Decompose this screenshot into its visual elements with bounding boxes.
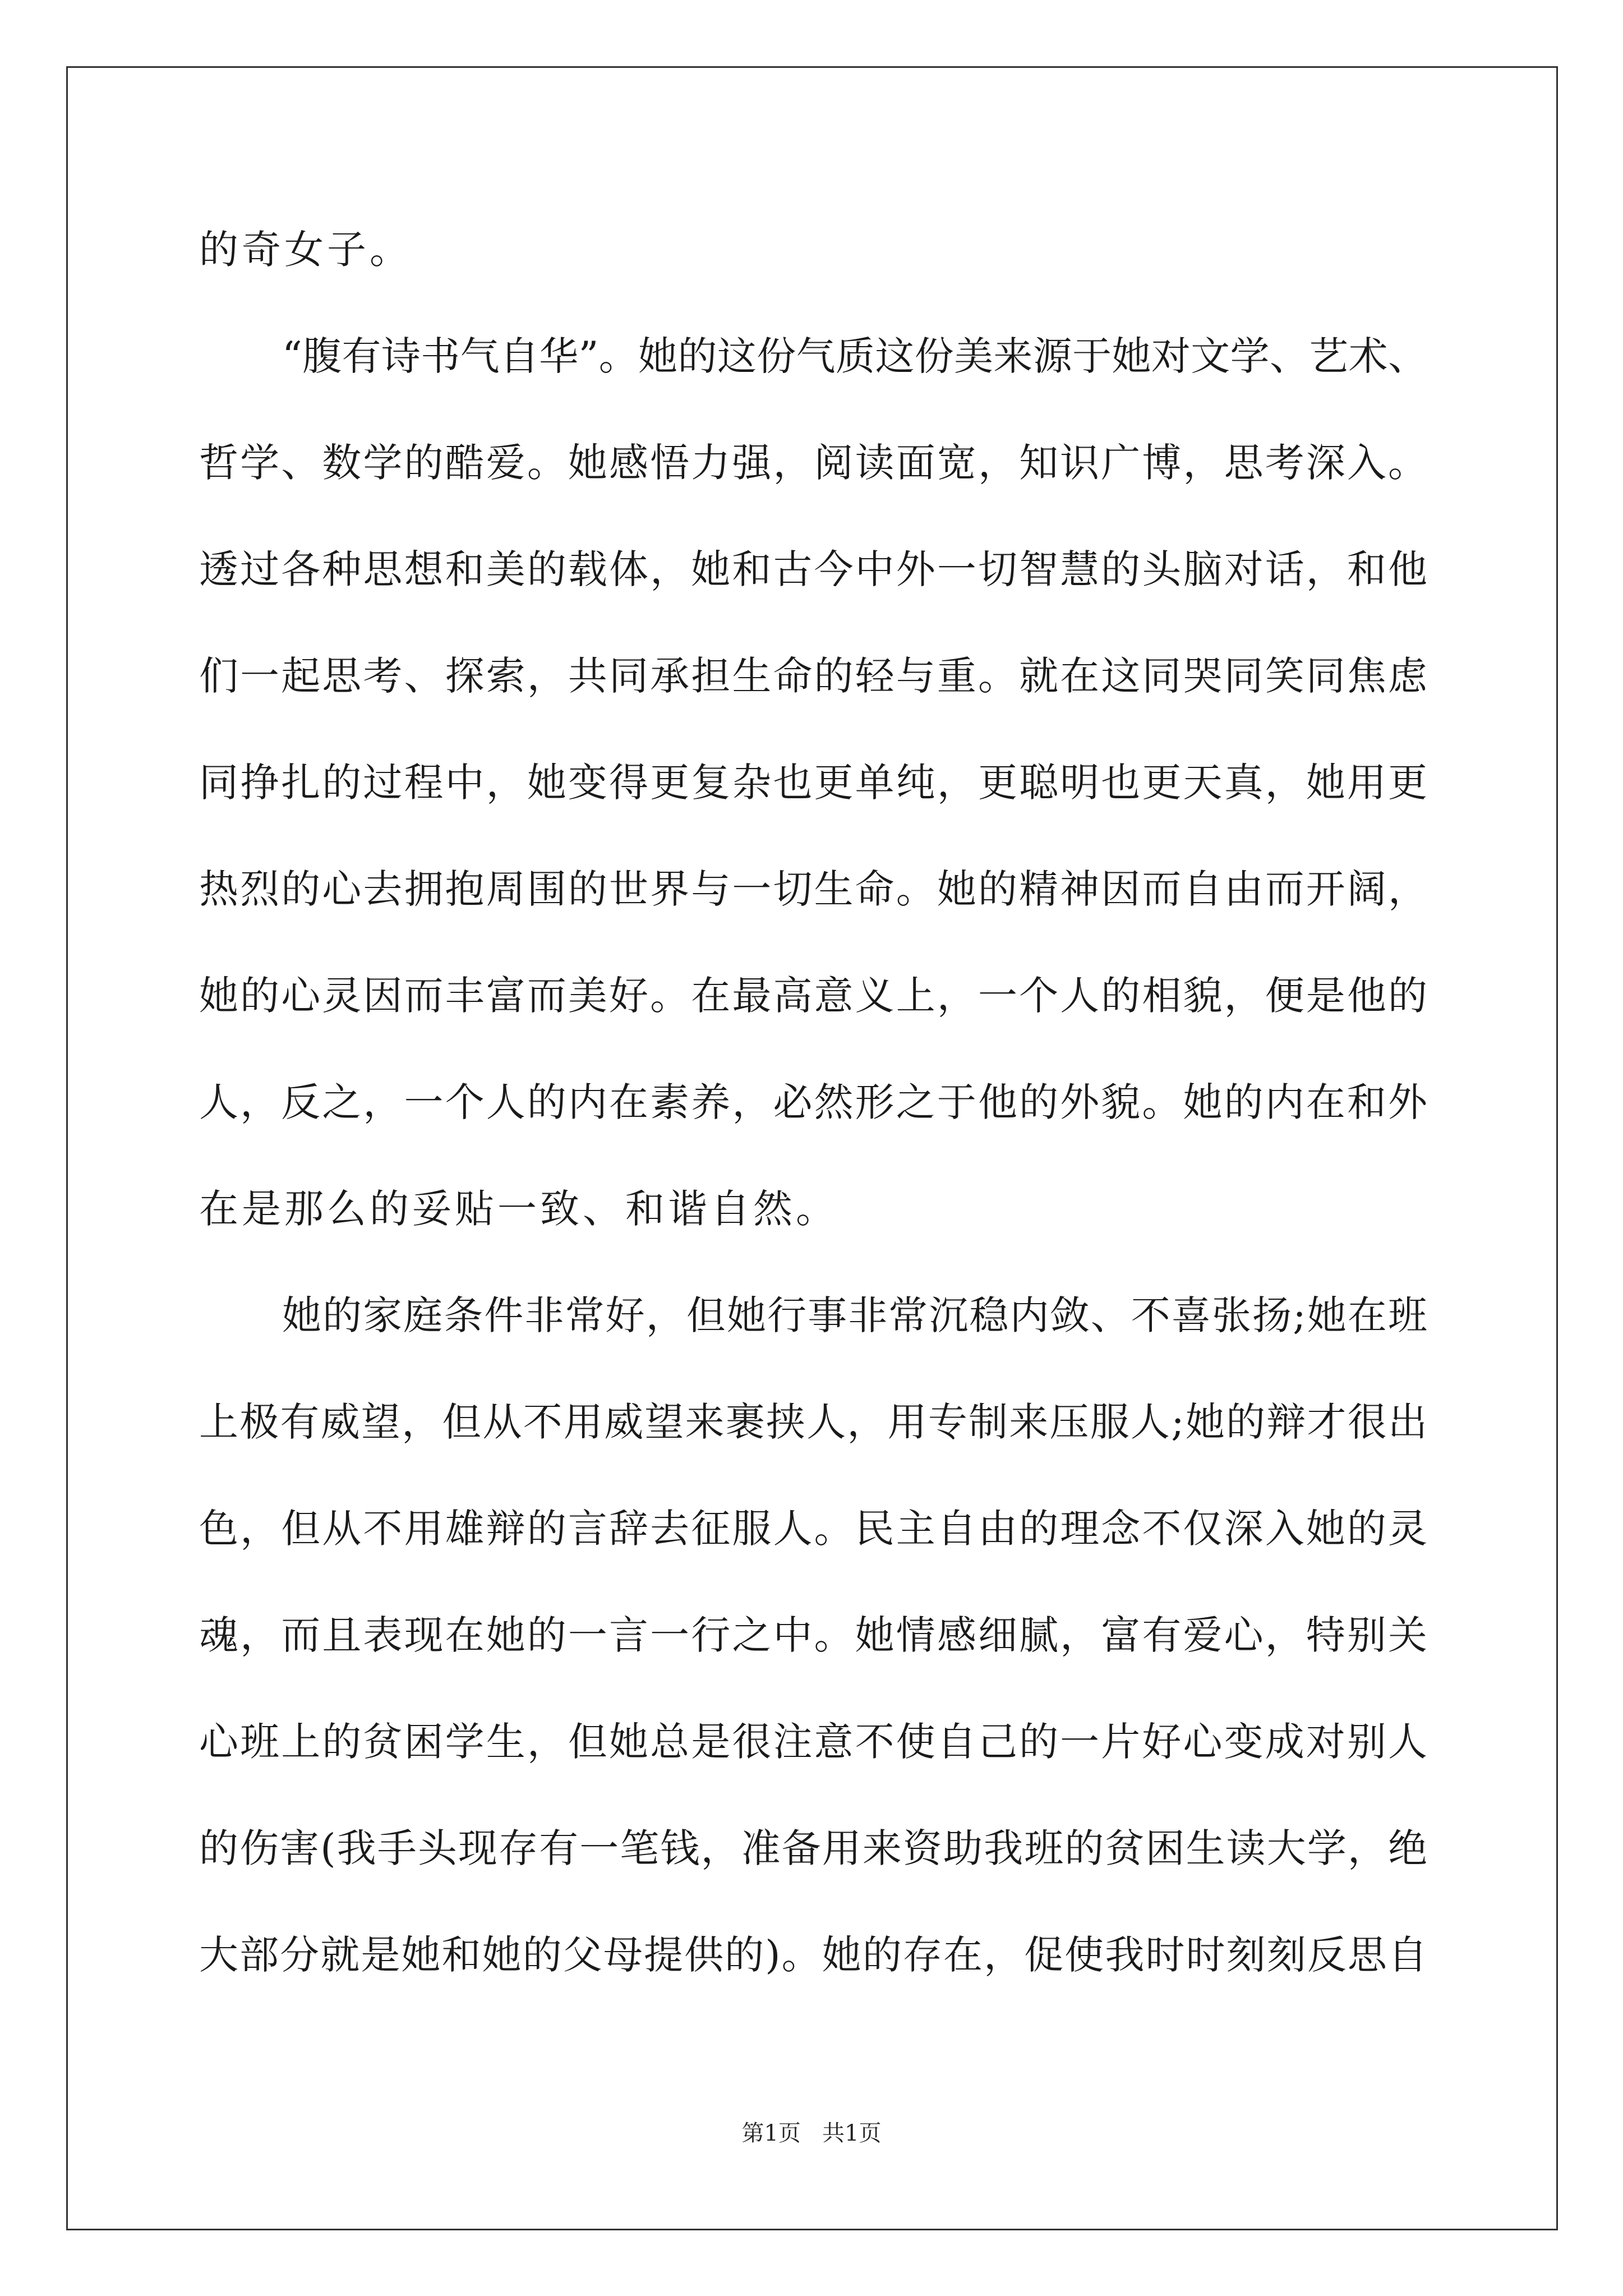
text-line: 魂，而且表现在她的一言一行之中。她情感细腻，富有爱心，特别关 xyxy=(199,1612,1427,1658)
text-line: 在是那么的妥贴一致、和谐自然。 xyxy=(199,1186,838,1232)
text-line: 的伤害(我手头现存有一笔钱，准备用来资助我班的贫困生读大学，绝 xyxy=(199,1825,1427,1871)
text-line: 心班上的贫困学生，但她总是很注意不使自己的一片好心变成对别人 xyxy=(199,1719,1427,1765)
text-line: 大部分就是她和她的父母提供的)。她的存在，促使我时时刻刻反思自 xyxy=(199,1932,1427,1978)
text-line: 上极有威望，但从不用威望来裹挟人，用专制来压服人;她的辩才很出 xyxy=(199,1399,1427,1445)
document-body xyxy=(199,213,1427,2025)
text-line: 同挣扎的过程中，她变得更复杂也更单纯，更聪明也更天真，她用更 xyxy=(199,760,1427,806)
page-footer: 第1页 共1页 xyxy=(741,2120,882,2146)
text-line: 她的家庭条件非常好，但她行事非常沉稳内敛、不喜张扬;她在班 xyxy=(282,1292,1427,1338)
text-line: 透过各种思想和美的载体，她和古今中外一切智慧的头脑对话，和他 xyxy=(199,546,1427,592)
text-line: 热烈的心去拥抱周围的世界与一切生命。她的精神因而自由而开阔， xyxy=(199,866,1427,912)
text-line: 人，反之，一个人的内在素养，必然形之于他的外貌。她的内在和外 xyxy=(199,1079,1427,1125)
text-line: 她的心灵因而丰富而美好。在最高意义上，一个人的相貌，便是他的 xyxy=(199,973,1427,1019)
text-line: 哲学、数学的酷爱。她感悟力强，阅读面宽，知识广博，思考深入。 xyxy=(199,440,1427,486)
text-line: “腹有诗书气自华”。她的这份气质这份美来源于她对文学、艺术、 xyxy=(282,333,1427,379)
text-line: 们一起思考、探索，共同承担生命的轻与重。就在这同哭同笑同焦虑 xyxy=(199,653,1427,699)
text-line: 色，但从不用雄辩的言辞去征服人。民主自由的理念不仅深入她的灵 xyxy=(199,1506,1427,1552)
text-line: 的奇女子。 xyxy=(199,227,412,273)
